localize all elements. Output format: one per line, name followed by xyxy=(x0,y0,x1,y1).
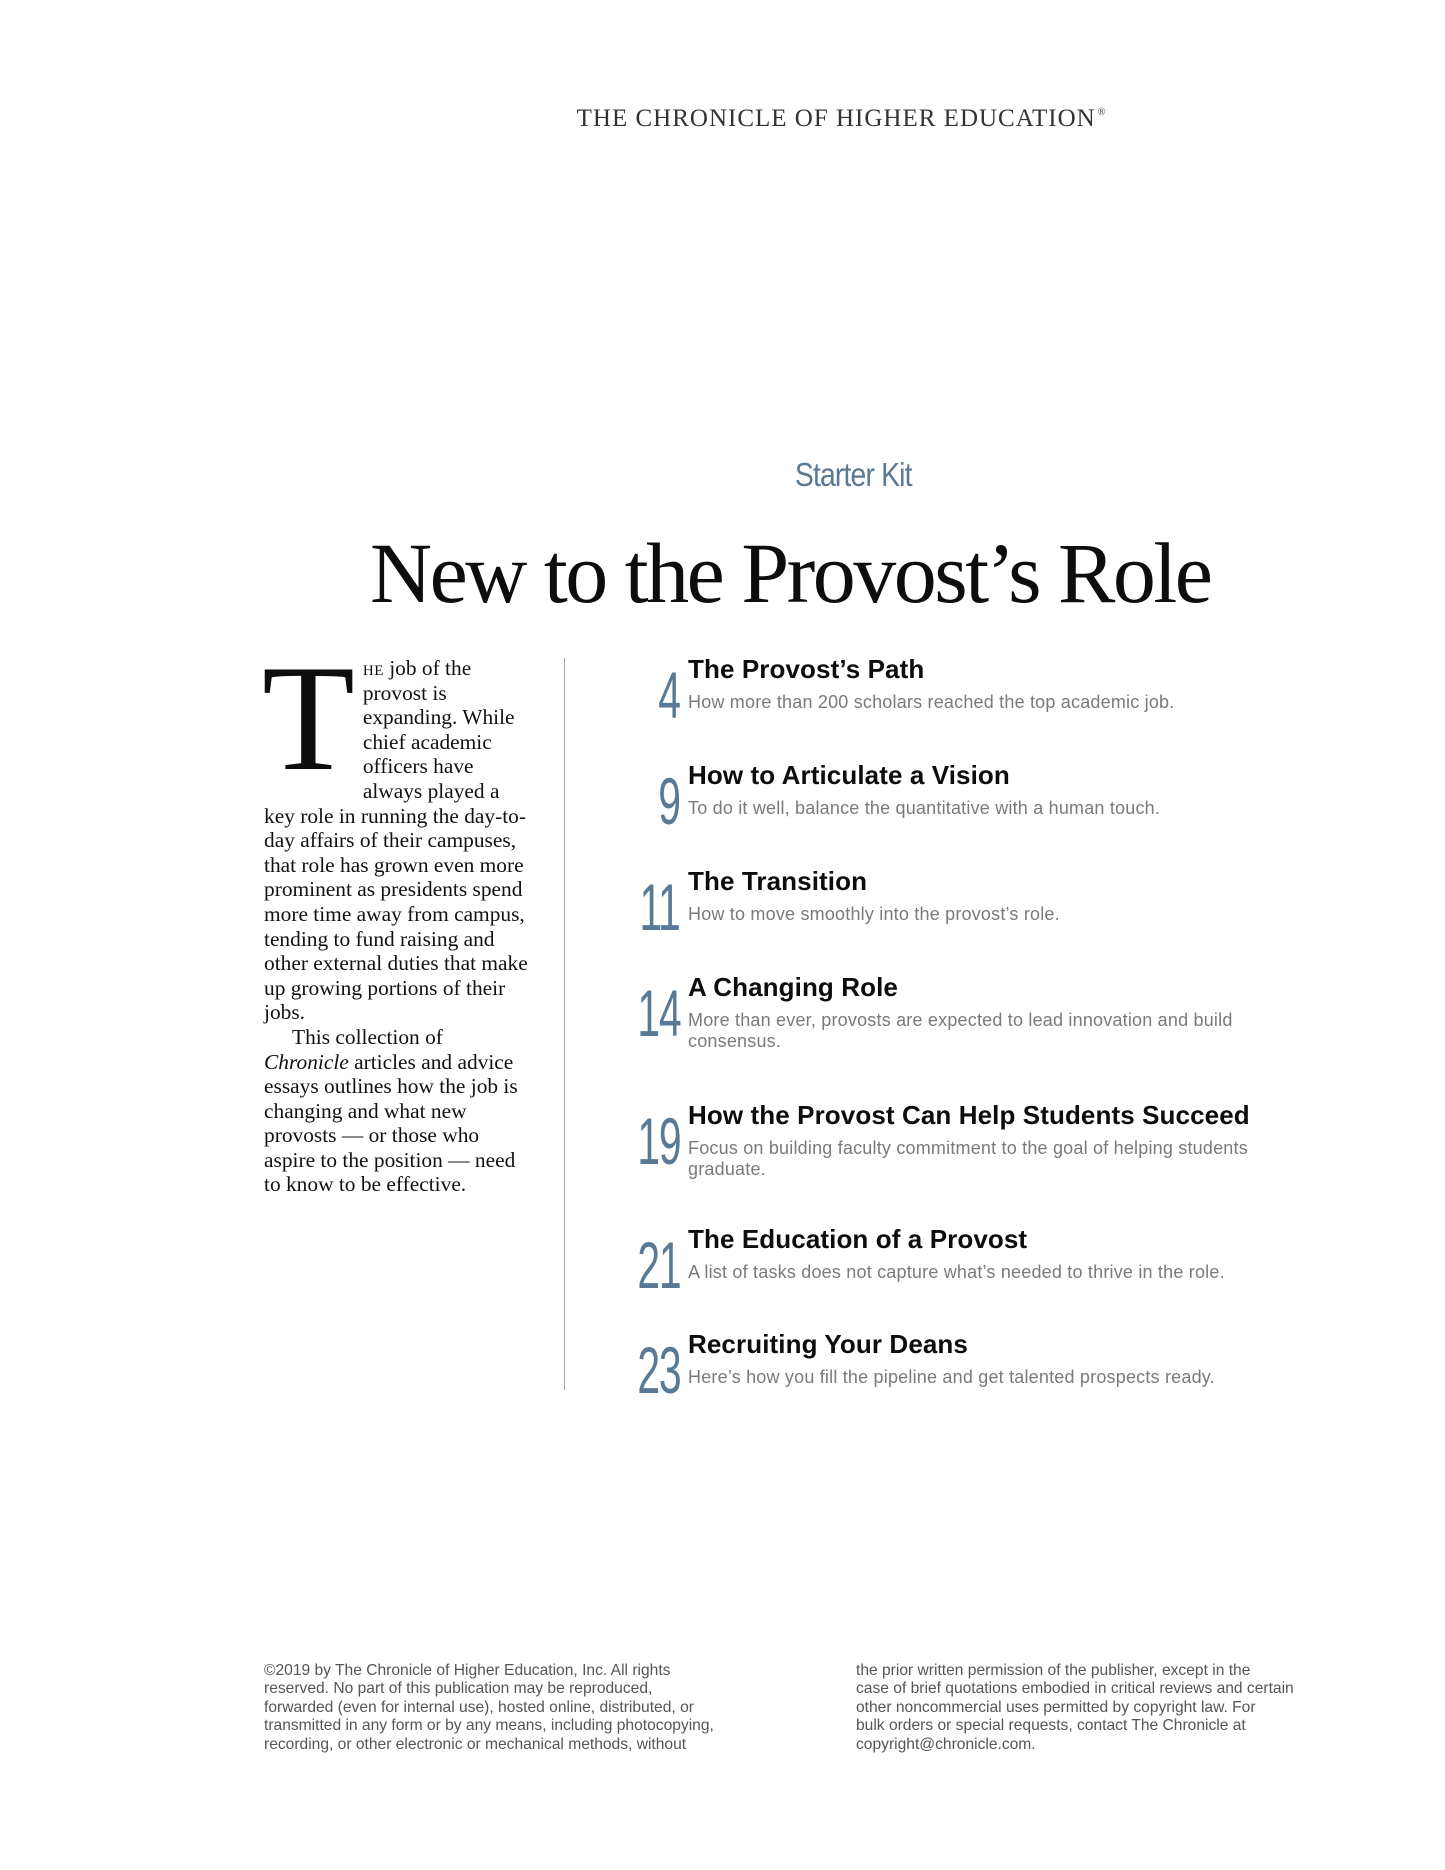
column-divider xyxy=(564,658,565,1390)
toc-title: Recruiting Your Deans xyxy=(688,1329,968,1359)
intro-paragraph-1-text: job of the provost is expanding. While chief academic officers have always played a key role in running the day-to-day affairs of their campuses, that role has grown even more prominent as presidents spend more time away from campus, tending to fund raising and other external duties that make up growing portions of their jobs. xyxy=(264,656,528,1025)
toc-title: The Provost’s Path xyxy=(688,654,925,684)
toc-page-number: 4 xyxy=(658,658,680,732)
toc-page-number: 11 xyxy=(640,870,680,944)
registered-mark: ® xyxy=(1097,107,1107,118)
toc-page-number: 9 xyxy=(658,764,680,838)
toc-description: A list of tasks does not capture what’s needed to thrive in the role. xyxy=(688,1262,1225,1282)
toc-page-number: 21 xyxy=(636,1228,680,1302)
copyright-text-left: ©2019 by The Chronicle of Higher Education, Inc. All rights reserved. No part of this publication may be reproduced, forwarded (even for internal use), hosted online, distributed, or transmitted in any form or by any means, including photocopying, recording, or other electronic or mechanical methods, without xyxy=(264,1662,714,1753)
toc-title: How the Provost Can Help Students Succeed xyxy=(688,1100,1250,1130)
kicker: Starter Kit xyxy=(794,456,912,493)
intro-text xyxy=(262,634,530,1197)
toc-description: Focus on building faculty commitment to the goal of helping students graduate. xyxy=(688,1138,1248,1179)
toc-page-number: 14 xyxy=(636,976,680,1050)
toc-description: More than ever, provosts are expected to lead innovation and build consensus. xyxy=(688,1010,1233,1051)
page-title: New to the Provost’s Role xyxy=(370,525,1211,621)
toc-title: The Transition xyxy=(688,866,868,896)
intro-paragraph-2 xyxy=(264,1025,530,1197)
toc-page-number: 19 xyxy=(636,1104,680,1178)
publication-name: THE CHRONICLE OF HIGHER EDUCATION xyxy=(576,105,1096,132)
toc-title: The Education of a Provost xyxy=(688,1224,1028,1254)
toc-description: Here’s how you fill the pipeline and get talented prospects ready. xyxy=(688,1367,1215,1387)
masthead xyxy=(0,105,1445,133)
copyright-text-right: the prior written permission of the publisher, except in the case of brief quotations embodied in critical reviews and certain other noncommercial uses permitted by copyright law. For bulk orders or special requests, contact The Chronicle at copyright@chronicle.com. xyxy=(856,1662,1294,1753)
toc-page-number: 23 xyxy=(636,1333,680,1407)
toc-description: How to move smoothly into the provost’s role. xyxy=(688,904,1060,924)
intro-paragraph-2-lead: This collection of xyxy=(292,1024,443,1049)
intro-paragraph-2-text: articles and advice essays outlines how the job is changing and what new provosts — or those who aspire to the position — need to know to be effective. xyxy=(264,1049,518,1197)
drop-cap: T xyxy=(262,634,355,802)
intro-small-caps: he xyxy=(362,656,384,680)
toc-title: How to Articulate a Vision xyxy=(688,760,1010,790)
publication-italic: Chronicle xyxy=(264,1049,349,1074)
toc-description: To do it well, balance the quantitative with a human touch. xyxy=(688,798,1161,818)
toc-title: A Changing Role xyxy=(688,972,898,1002)
toc-description: How more than 200 scholars reached the top academic job. xyxy=(688,692,1175,712)
